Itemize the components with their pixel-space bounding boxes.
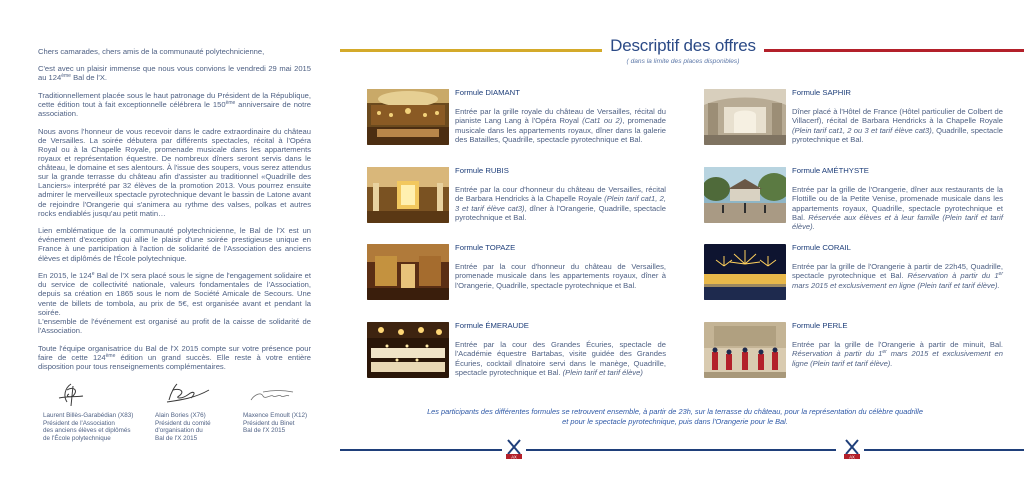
offer-name: Formule AMÉTHYSTE <box>792 166 869 175</box>
signatory-role: Président du comité <box>155 419 211 427</box>
signature-mark <box>43 380 93 410</box>
chapelle-royale-photo <box>367 167 449 223</box>
offer-description: Entrée par la cour d'honneur du château de Versailles, récital de Barbara Hendricks à la Chapelle Royale (Plein tarif cat1, 2, 3 et tarif élève cat3), dîner à l'Orangerie, Quadrille, spectacle pyrotechnique et Bal. <box>455 185 666 222</box>
letter-paragraph: En 2015, le 124e Bal de l'X sera placé sous le signe de l'engagement solidaire et du service de collectivité nationale, valeurs fondamentales de l'Association, depuis sa création en 1865 sous le nom de Société Amicale de Secours. Une vente de billets de tombola, au prix de 5€, est organisée avant et pendant la soirée. L'ensemble de l'événement est organisé au profit de la caisse de solidarité de l'Association. <box>38 271 312 335</box>
offer-name: Formule PERLE <box>792 321 848 330</box>
signature-block <box>155 380 215 442</box>
svg-text:AX: AX <box>511 454 517 460</box>
signatory-name: Laurent Billès-Garabédian (X83) <box>43 412 134 419</box>
svg-text:AX: AX <box>849 454 855 460</box>
signatory-role: Bal de l'X 2015 <box>155 434 198 442</box>
offer-description: Entrée par la grille de l'Orangerie à partir de minuit, Bal. Réservation à partir du 1er mars 2015 et exclusivement en ligne (Plein tarif et tarif élève). <box>792 340 1003 368</box>
signatory-role: Bal de l'X 2015 <box>243 427 286 435</box>
signatory-name: Maxence Emoult (X12) <box>243 412 308 419</box>
signatory-role: Président du Binet <box>243 419 295 427</box>
offer-name: Formule TOPAZE <box>455 243 516 252</box>
signature-block <box>43 380 133 442</box>
offer-name: Formule SAPHIR <box>792 88 851 97</box>
footer-line: Les participants des différentes formules se retrouvent ensemble, à partir de 23h, sur la terrasse du château, pour la représentation du célèbre quadrille <box>427 407 923 416</box>
letter-paragraph: Traditionnellement placée sous le haut patronage du Président de la République, cette édition tout à fait exceptionnelle célébrera le 150ème anniversaire de notre association. <box>38 90 312 119</box>
letter-paragraph: C'est avec un plaisir immense que nous vous convions le vendredi 29 mai 2015 au 124ème Bal de l'X. <box>38 64 311 83</box>
page-title: Descriptif des offres <box>610 36 756 55</box>
letter-paragraph: Nous avons l'honneur de vous recevoir dans le cadre extraordinaire du château de Versailles. La soirée débutera par différents spectacles, récital à l'Opéra Royal ou à la Chapelle Royale, promenade musicale dans les appartements royaux et représentation équestre. De nombreux dîners seront servis dans le château, le domaine et ses alentours. À l'issue des soupers, vous serez attendus sur la grande terrasse du château afin d'assister au traditionnel «Quadrille des Lanciers» interprété par 32 élèves de la promotion 2013. Vous pourrez ensuite admirer le merveilleux spectacle pyrotechnique devant le bassin de Latone avant de rejoindre l'Orangerie qui s'animera au rythme des valses, polkas et autres rocks endiablés jusqu'au petit matin… <box>38 126 311 218</box>
bottom-rule <box>864 449 1024 451</box>
offer-description: Entrée par la grille de l'Orangerie à partir de 22h45, Quadrille, spectacle pyrotechnique et Bal. Réservation à partir du 1er mars 2015 et exclusivement en ligne (Plein tarif et tarif élève). <box>792 262 1003 290</box>
signature-mark <box>243 380 303 410</box>
offer-description: Entrée par la grille royale du château de Versailles, récital du pianiste Lang Lang à l'Opéra Royal (Cat1 ou 2), promenade musicale dans les appartements royaux, dîner dans la galerie des Batailles, Quadrille, spectacle pyrotechnique et Bal. <box>455 107 666 144</box>
letter-greeting: Chers camarades, chers amis de la communauté polytechnicienne, <box>38 47 265 56</box>
ax-logo-icon <box>506 438 522 460</box>
signatory-role: Président de l'Association <box>43 419 115 427</box>
signatory-name: Alain Bories (X76) <box>155 412 206 419</box>
offer-name: Formule ÉMERAUDE <box>455 321 529 330</box>
signature-mark <box>155 380 215 410</box>
quadrille-dancers-photo <box>704 322 786 378</box>
header-gold-rule <box>340 49 602 52</box>
offer-description: Entrée par la cour des Grandes Écuries, spectacle de l'Académie équestre Bartabas, visite guidée des Grandes Écuries, cocktail dînatoire servi dans le manège, Quadrille, spectacle pyrotechnique et Bal. (Plein tarif et tarif élève) <box>455 340 666 377</box>
ax-logo-icon <box>844 438 860 460</box>
offer-name: Formule CORAIL <box>792 243 851 252</box>
bottom-rule <box>340 449 502 451</box>
banquet-hall-photo <box>367 322 449 378</box>
offer-description: Dîner placé à l'Hôtel de France (Hôtel particulier de Colbert de Villacerf), récital de Barbara Hendricks à la Chapelle Royale (Plein tarif cat1, 2 ou 3 et tarif élève cat3), Quadrille, spectacle pyrotechnique et Bal. <box>792 107 1003 144</box>
letter-paragraph: Lien emblématique de la communauté polytechnicienne, le Bal de l'X est un événement d'exception qui allie le plaisir d'une soirée prestigieuse unique en France à une participation à l'action de solidarité de l'Association des anciens élèves et diplômés de l'École polytechnique. <box>38 226 311 263</box>
footer-line: et pour le spectacle pyrotechnique, puis dans l'Orangerie pour le Bal. <box>562 416 788 426</box>
offer-description: Entrée par la cour d'honneur du château de Versailles, promenade musicale dans les appartements royaux, dîner à l'Orangerie, Quadrille, spectacle pyrotechnique et Bal. <box>455 262 666 290</box>
signature-block <box>243 380 307 435</box>
offer-description: Entrée par la grille de l'Orangerie, dîner aux restaurants de la Flottille ou de la Petite Venise, promenade musicale dans les appartements royaux, Quadrille, spectacle pyrotechnique et Bal. Réservée aux élèves et à leur famille (Plein tarif et tarif élève). <box>792 185 1003 232</box>
royal-apartments-photo <box>367 244 449 300</box>
letter-paragraph: Toute l'équipe organisatrice du Bal de l'X 2015 compte sur votre présence pour faire de cette 124ème édition un grand succès. Elle reste à votre entière disposition pour tous renseignements complémentaires. <box>38 343 311 371</box>
opera-royal-photo <box>367 89 449 145</box>
welcome-letter <box>38 47 311 379</box>
fireworks-photo <box>704 244 786 300</box>
header-red-rule <box>764 49 1024 52</box>
hotel-de-france-photo <box>704 89 786 145</box>
flottille-restaurant-photo <box>704 167 786 223</box>
signatory-role: des anciens élèves et diplômés <box>43 427 131 435</box>
page-subtitle: ( dans la limite des places disponibles) <box>626 58 740 65</box>
footer-note <box>410 407 940 426</box>
offer-name: Formule RUBIS <box>455 166 509 175</box>
signatory-role: d'organisation du <box>155 427 203 435</box>
offer-name: Formule DIAMANT <box>455 88 520 97</box>
bottom-rule <box>526 449 836 451</box>
signatory-role: de l'École polytechnique <box>43 434 111 442</box>
